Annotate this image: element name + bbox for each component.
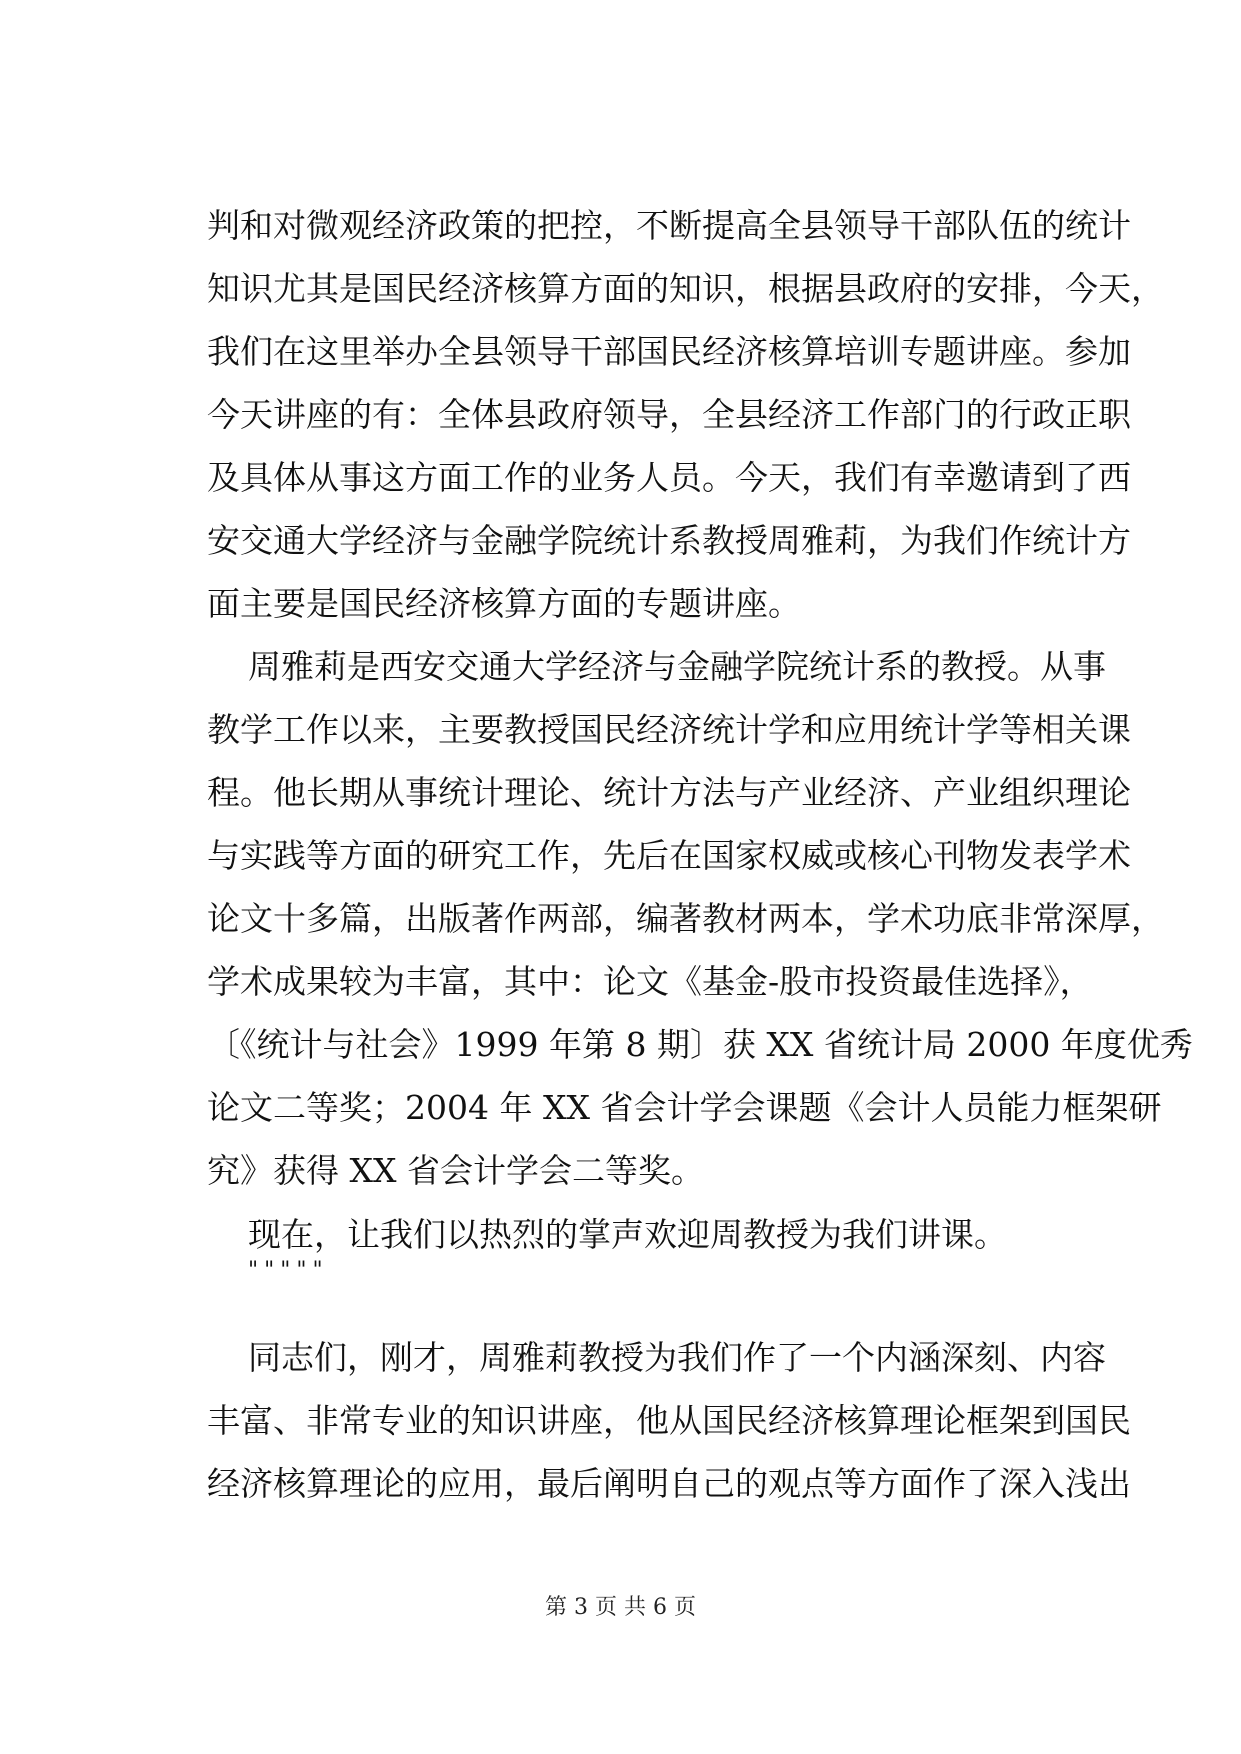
paragraph-line: 经济核算理论的应用，最后阐明自己的观点等方面作了深入浅出 xyxy=(207,1464,1131,1503)
paragraph-line: 知识尤其是国民经济核算方面的知识，根据县政府的安排，今天， xyxy=(207,269,1164,308)
paragraph-line: 安交通大学经济与金融学院统计系教授周雅莉，为我们作统计方 xyxy=(207,521,1131,560)
paragraph-line: 论文二等奖；2004 年 XX 省会计学会课题《会计人员能力框架研 xyxy=(207,1088,1162,1127)
paragraph-line: 同志们，刚才，周雅莉教授为我们作了一个内涵深刻、内容 xyxy=(248,1338,1106,1377)
paragraph-line: 判和对微观经济政策的把控，不断提高全县领导干部队伍的统计 xyxy=(207,206,1131,245)
paragraph-line: 与实践等方面的研究工作，先后在国家权威或核心刊物发表学术 xyxy=(207,836,1131,875)
paragraph-line: 周雅莉是西安交通大学经济与金融学院统计系的教授。从事 xyxy=(248,647,1106,686)
page-number-footer: 第 3 页 共 6 页 xyxy=(545,1595,696,1620)
paragraph-line: 究》获得 XX 省会计学会二等奖。 xyxy=(207,1151,704,1190)
paragraph-line: 我们在这里举办全县领导干部国民经济核算培训专题讲座。参加 xyxy=(207,332,1131,371)
paragraph-line: 〔《统计与社会》1999 年第 8 期〕获 XX 省统计局 2000 年度优秀 xyxy=(207,1025,1193,1064)
paragraph-line: 现在，让我们以热烈的掌声欢迎周教授为我们讲课。 xyxy=(248,1215,1007,1254)
paragraph-line: 及具体从事这方面工作的业务人员。今天，我们有幸邀请到了西 xyxy=(207,458,1131,497)
paragraph-line: 今天讲座的有：全体县政府领导，全县经济工作部门的行政正职 xyxy=(207,395,1131,434)
paragraph-line: 学术成果较为丰富，其中：论文《基金-股市投资最佳选择》， xyxy=(207,962,1093,1001)
paragraph-line: 论文十多篇，出版著作两部，编著教材两本，学术功底非常深厚， xyxy=(207,899,1164,938)
quote-marks-line: """"" xyxy=(248,1258,329,1283)
paragraph-line: 教学工作以来，主要教授国民经济统计学和应用统计学等相关课 xyxy=(207,710,1131,749)
paragraph-line: 面主要是国民经济核算方面的专题讲座。 xyxy=(207,584,801,623)
paragraph-line: 丰富、非常专业的知识讲座，他从国民经济核算理论框架到国民 xyxy=(207,1401,1131,1440)
paragraph-line: 程。他长期从事统计理论、统计方法与产业经济、产业组织理论 xyxy=(207,773,1131,812)
